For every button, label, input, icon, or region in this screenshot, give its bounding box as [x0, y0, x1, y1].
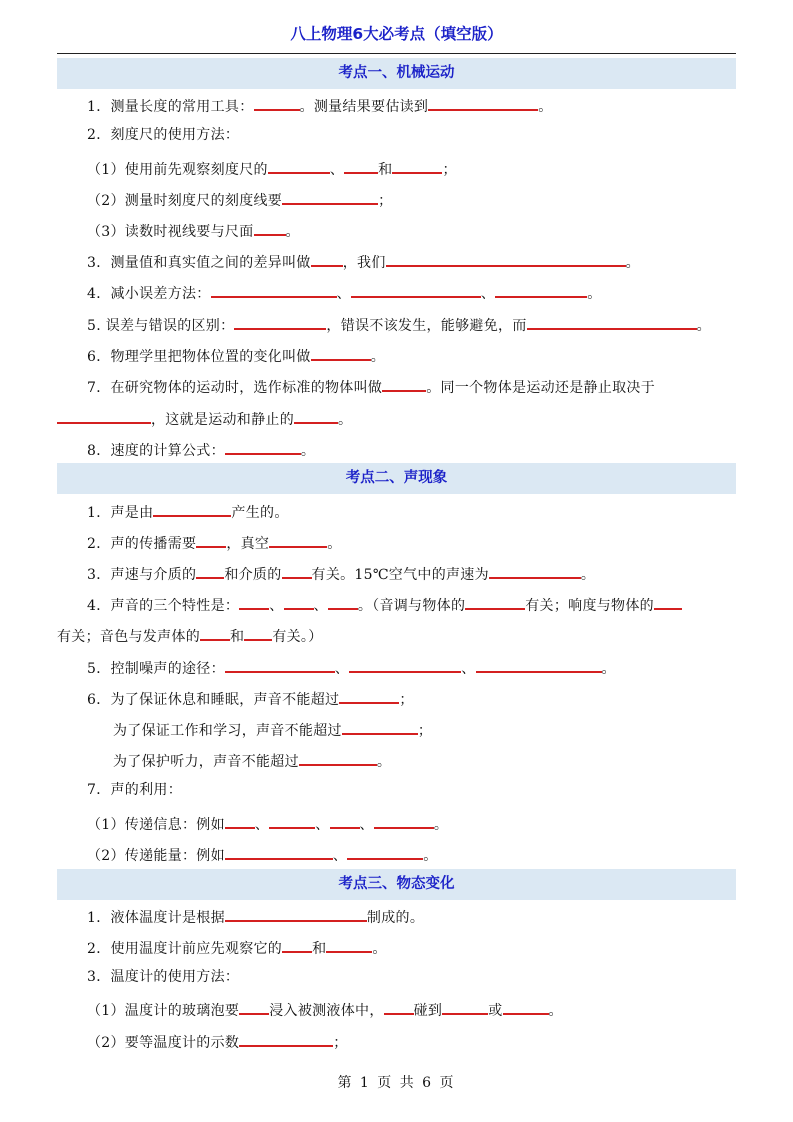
- question-line: 1．液体温度计是根据 制成的。: [87, 905, 424, 928]
- page-footer: 第 1 页 共 6 页: [337, 1075, 456, 1091]
- answer-blank[interactable]: [392, 157, 442, 174]
- answer-blank[interactable]: [342, 718, 418, 735]
- answer-blank[interactable]: [330, 812, 360, 829]
- question-line: 7．声的利用：: [87, 782, 183, 798]
- answer-blank[interactable]: [239, 1030, 333, 1047]
- question-line: （1）温度计的玻璃泡要 浸入被测液体中， 碰到 或 。: [87, 998, 563, 1021]
- question-line: （2）测量时刻度尺的刻度线要 ；: [87, 188, 392, 211]
- question-line: 1．声是由 产生的。: [87, 500, 289, 523]
- question-line: （1）使用前先观察刻度尺的 、 和 ；: [87, 157, 457, 180]
- answer-blank[interactable]: [386, 250, 626, 267]
- answer-blank[interactable]: [299, 749, 377, 766]
- question-line: 有关；音色与发声体的 和 有关。）: [57, 624, 323, 647]
- answer-blank[interactable]: [225, 656, 335, 673]
- section-header-sound: 考点二、声现象: [57, 463, 736, 494]
- answer-blank[interactable]: [442, 998, 488, 1015]
- answer-blank[interactable]: [225, 843, 333, 860]
- answer-blank[interactable]: [344, 157, 378, 174]
- question-line: 5. 误差与错误的区别： ，错误不该发生，能够避免，而 。: [87, 313, 711, 336]
- question-line: 2．使用温度计前应先观察它的 和 。: [87, 936, 387, 959]
- answer-blank[interactable]: [153, 500, 231, 517]
- question-line: 3．测量值和真实值之间的差异叫做 ，我们 。: [87, 250, 640, 273]
- answer-blank[interactable]: [347, 843, 423, 860]
- answer-blank[interactable]: [328, 593, 358, 610]
- answer-blank[interactable]: [428, 94, 538, 111]
- question-line: 8．速度的计算公式： 。: [87, 438, 315, 461]
- question-line: 为了保护听力，声音不能超过 。: [113, 749, 391, 772]
- question-line: （2）传递能量：例如 、 。: [87, 843, 438, 866]
- question-line: （3）读数时视线要与尺面 。: [87, 219, 300, 242]
- question-line: ，这就是运动和静止的 。: [57, 407, 352, 430]
- answer-blank[interactable]: [225, 438, 301, 455]
- title-divider: [57, 53, 736, 54]
- answer-blank[interactable]: [196, 562, 224, 579]
- question-line: （1）传递信息：例如 、 、 、 。: [87, 812, 448, 835]
- question-line: 3．温度计的使用方法：: [87, 969, 240, 985]
- answer-blank[interactable]: [254, 219, 286, 236]
- question-line: 6．物理学里把物体位置的变化叫做 。: [87, 344, 385, 367]
- answer-blank[interactable]: [239, 998, 269, 1015]
- answer-blank[interactable]: [282, 188, 378, 205]
- answer-blank[interactable]: [225, 905, 367, 922]
- answer-blank[interactable]: [200, 624, 230, 641]
- answer-blank[interactable]: [282, 562, 312, 579]
- question-line: 5．控制噪声的途径： 、 、 。: [87, 656, 616, 679]
- answer-blank[interactable]: [503, 998, 549, 1015]
- answer-blank[interactable]: [284, 593, 314, 610]
- question-line: （2）要等温度计的示数 ；: [87, 1030, 348, 1053]
- question-line: 3．声速与介质的 和介质的 有关。15℃空气中的声速为 。: [87, 562, 595, 585]
- answer-blank[interactable]: [465, 593, 525, 610]
- answer-blank[interactable]: [339, 687, 399, 704]
- question-line: 6．为了保证休息和睡眠，声音不能超过 ；: [87, 687, 414, 710]
- question-line: 为了保证工作和学习，声音不能超过 ；: [113, 718, 432, 741]
- answer-blank[interactable]: [326, 936, 372, 953]
- question-line: 7．在研究物体的运动时，选作标准的物体叫做 。同一个物体是运动还是静止取决于: [87, 375, 655, 398]
- answer-blank[interactable]: [196, 531, 226, 548]
- answer-blank[interactable]: [349, 656, 461, 673]
- answer-blank[interactable]: [244, 624, 272, 641]
- question-line: 4．减小误差方法： 、 、 。: [87, 281, 602, 304]
- answer-blank[interactable]: [311, 250, 343, 267]
- answer-blank[interactable]: [351, 281, 481, 298]
- answer-blank[interactable]: [495, 281, 587, 298]
- question-line: 4．声音的三个特性是： 、 、 。（音调与物体的 有关；响度与物体的: [87, 593, 682, 616]
- answer-blank[interactable]: [384, 998, 414, 1015]
- answer-blank[interactable]: [311, 344, 371, 361]
- answer-blank[interactable]: [225, 812, 255, 829]
- answer-blank[interactable]: [268, 157, 330, 174]
- answer-blank[interactable]: [294, 407, 338, 424]
- answer-blank[interactable]: [57, 407, 151, 424]
- answer-blank[interactable]: [374, 812, 434, 829]
- answer-blank[interactable]: [654, 593, 682, 610]
- answer-blank[interactable]: [527, 313, 697, 330]
- answer-blank[interactable]: [382, 375, 426, 392]
- question-line: 2．刻度尺的使用方法：: [87, 127, 240, 143]
- answer-blank[interactable]: [211, 281, 337, 298]
- section-header-states-of-matter: 考点三、物态变化: [57, 869, 736, 900]
- section-header-mechanical-motion: 考点一、机械运动: [57, 58, 736, 89]
- answer-blank[interactable]: [476, 656, 602, 673]
- question-line: 1．测量长度的常用工具： 。测量结果要估读到 。: [87, 94, 553, 117]
- answer-blank[interactable]: [269, 812, 315, 829]
- answer-blank[interactable]: [489, 562, 581, 579]
- question-line: 2．声的传播需要 ，真空 。: [87, 531, 342, 554]
- answer-blank[interactable]: [239, 593, 269, 610]
- page-title: 八上物理6大必考点（填空版）: [290, 25, 503, 43]
- answer-blank[interactable]: [254, 94, 300, 111]
- answer-blank[interactable]: [282, 936, 312, 953]
- answer-blank[interactable]: [234, 313, 326, 330]
- answer-blank[interactable]: [269, 531, 327, 548]
